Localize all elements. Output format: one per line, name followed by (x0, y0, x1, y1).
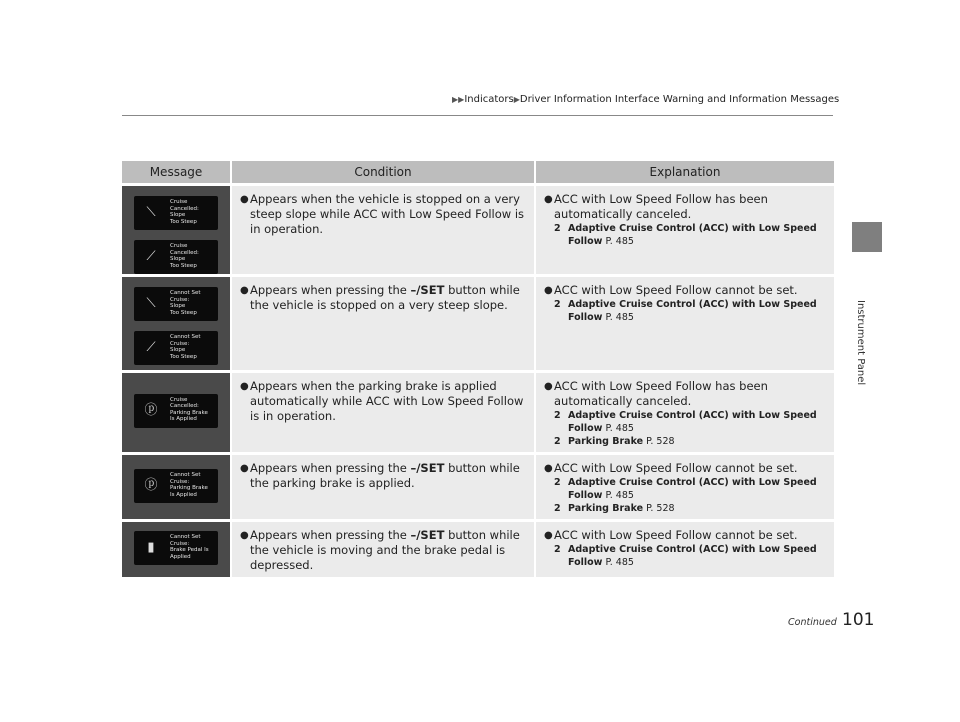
reference-icon: 2 (554, 544, 561, 555)
reference-icon: 2 (554, 436, 561, 447)
condition-bullet (240, 379, 530, 424)
explanation-cell (534, 186, 834, 274)
condition-text (250, 283, 530, 313)
condition-cell (230, 277, 534, 370)
reference-text (568, 435, 675, 448)
message-cell (122, 455, 230, 519)
section-tab (852, 222, 882, 252)
condition-text-post: button while the vehicle is stopped on a very steep slope. (250, 283, 520, 312)
set-button-label: –/SET (410, 528, 445, 542)
condition-text-pre: Appears when pressing the (250, 283, 411, 297)
bullet-icon: ● (240, 194, 249, 205)
bullet-icon: ● (544, 463, 553, 474)
explanation-bullet (544, 283, 830, 298)
cross-reference-link[interactable] (554, 409, 830, 435)
condition-text-post: button while the vehicle is moving and the brake pedal is depressed. (250, 528, 520, 572)
condition-text-pre: Appears when pressing the (250, 528, 411, 542)
reference-page: P. 485 (605, 557, 634, 568)
message-cell (122, 277, 230, 370)
display-text: Cannot Set Cruise: Slope Too Steep (170, 290, 201, 316)
reference-icon: 2 (554, 223, 561, 234)
bullet-icon: ● (544, 530, 553, 541)
cross-reference-link[interactable] (554, 476, 830, 502)
display-text: Cannot Set Cruise: Brake Pedal Is Applied (170, 534, 209, 560)
condition-text-post: button while the parking brake is applied. (250, 461, 520, 490)
header-rule (122, 115, 833, 116)
slope-down-icon: ⟍ (146, 205, 156, 220)
reference-icon: 2 (554, 477, 561, 488)
cross-reference-link[interactable] (554, 543, 830, 569)
bullet-icon: ● (240, 381, 249, 392)
condition-text: Appears when the parking brake is applied automatically while ACC with Low Speed Follow is in operation. (250, 379, 524, 423)
parking-brake-icon: ⓟ (144, 402, 158, 418)
cross-reference-link[interactable] (554, 502, 830, 515)
table-row (122, 522, 834, 577)
message-display (134, 331, 218, 365)
reference-title: Parking Brake (568, 503, 644, 514)
cross-reference-link[interactable] (554, 435, 830, 448)
explanation-bullet (544, 528, 830, 543)
reference-title: Adaptive Cruise Control (ACC) with Low Speed Follow (568, 477, 817, 501)
reference-title: Parking Brake (568, 436, 644, 447)
message-display (134, 287, 218, 321)
condition-cell (230, 455, 534, 519)
reference-text (568, 543, 830, 569)
explanation-cell (534, 373, 834, 452)
explanation-bullet (544, 461, 830, 476)
reference-page: P. 528 (646, 503, 675, 514)
bullet-icon: ● (240, 530, 249, 541)
display-text: Cruise Cancelled: Slope Too Steep (170, 199, 199, 225)
cross-reference-link[interactable] (554, 222, 830, 248)
condition-cell (230, 373, 534, 452)
message-display (134, 196, 218, 230)
bullet-icon: ● (240, 285, 249, 296)
reference-text (568, 409, 830, 435)
message-display (134, 394, 218, 428)
reference-page: P. 485 (605, 236, 634, 247)
breadcrumb-arrow-icon: ▶ (513, 95, 520, 104)
messages-table (122, 158, 834, 580)
reference-title: Adaptive Cruise Control (ACC) with Low Speed Follow (568, 410, 817, 434)
condition-bullet (240, 283, 530, 313)
condition-cell (230, 522, 534, 577)
condition-bullet (240, 192, 530, 237)
condition-bullet (240, 528, 530, 573)
slope-up-icon: ⟋ (146, 340, 156, 355)
table-header-row (122, 161, 834, 183)
reference-text (568, 502, 675, 515)
slope-up-icon: ⟋ (146, 249, 156, 264)
slope-down-icon: ⟍ (146, 296, 156, 311)
parking-brake-icon: ⓟ (144, 478, 158, 493)
header-condition: Condition (230, 161, 534, 183)
reference-icon: 2 (554, 299, 561, 310)
breadcrumb-arrow-icon: ▶▶ (452, 95, 465, 104)
explanation-bullet (544, 192, 830, 222)
message-cell (122, 186, 230, 274)
bullet-icon: ● (544, 194, 553, 205)
breadcrumb (452, 94, 839, 105)
brake-pedal-icon: ▮ (147, 540, 155, 555)
table-row (122, 186, 834, 274)
reference-text (568, 476, 830, 502)
header-explanation: Explanation (534, 161, 834, 183)
condition-bullet (240, 461, 530, 491)
reference-page: P. 485 (605, 490, 634, 501)
display-text: Cruise Cancelled: Slope Too Steep (170, 243, 199, 269)
continued-label: Continued (788, 617, 837, 628)
table-row (122, 455, 834, 519)
bullet-icon: ● (544, 381, 553, 392)
section-label: Instrument Panel (855, 300, 866, 386)
reference-text (568, 222, 830, 248)
message-cell (122, 373, 230, 452)
condition-text-pre: Appears when pressing the (250, 461, 411, 475)
page-number: 101 (842, 610, 875, 630)
reference-text (568, 298, 830, 324)
condition-text (250, 461, 530, 491)
explanation-cell (534, 522, 834, 577)
bullet-icon: ● (544, 285, 553, 296)
set-button-label: –/SET (410, 461, 445, 475)
condition-cell (230, 186, 534, 274)
message-display (134, 469, 218, 503)
reference-icon: 2 (554, 410, 561, 421)
table-row (122, 277, 834, 370)
explanation-text: ACC with Low Speed Follow cannot be set. (554, 283, 798, 297)
cross-reference-link[interactable] (554, 298, 830, 324)
reference-title: Adaptive Cruise Control (ACC) with Low Speed Follow (568, 544, 817, 568)
set-button-label: –/SET (410, 283, 445, 297)
explanation-text: ACC with Low Speed Follow has been automatically canceled. (554, 192, 768, 221)
table-row (122, 373, 834, 452)
bullet-icon: ● (240, 463, 249, 474)
explanation-cell (534, 277, 834, 370)
condition-text (250, 528, 530, 573)
reference-icon: 2 (554, 503, 561, 514)
reference-page: P. 485 (605, 312, 634, 323)
reference-title: Adaptive Cruise Control (ACC) with Low Speed Follow (568, 299, 817, 323)
reference-page: P. 485 (605, 423, 634, 434)
breadcrumb-section[interactable]: Driver Information Interface Warning and Information Messages (519, 94, 840, 105)
display-text: Cannot Set Cruise: Parking Brake Is Applied (170, 472, 208, 498)
header-message: Message (122, 161, 230, 183)
explanation-text: ACC with Low Speed Follow has been automatically canceled. (554, 379, 768, 408)
condition-text: Appears when the vehicle is stopped on a very steep slope while ACC with Low Speed Follow is in operation. (250, 192, 525, 236)
explanation-text: ACC with Low Speed Follow cannot be set. (554, 461, 798, 475)
explanation-bullet (544, 379, 830, 409)
reference-page: P. 528 (646, 436, 675, 447)
breadcrumb-indicators[interactable]: Indicators (464, 94, 514, 105)
message-cell (122, 522, 230, 577)
explanation-text: ACC with Low Speed Follow cannot be set. (554, 528, 798, 542)
display-text: Cannot Set Cruise: Slope Too Steep (170, 334, 201, 360)
display-text: Cruise Cancelled: Parking Brake Is Applied (170, 396, 208, 422)
message-display (134, 531, 218, 565)
reference-title: Adaptive Cruise Control (ACC) with Low Speed Follow (568, 223, 817, 247)
explanation-cell (534, 455, 834, 519)
message-display (134, 240, 218, 274)
